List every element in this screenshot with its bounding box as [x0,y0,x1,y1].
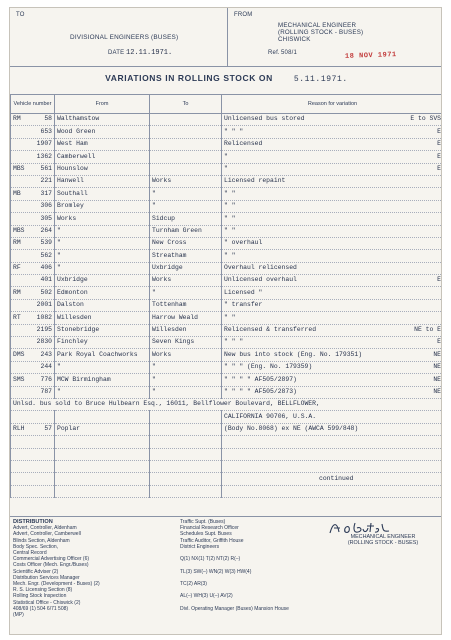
licence-mark: NE [433,363,441,371]
distribution-item: Traffic Auditor, Griffith House [180,537,244,544]
table-row [11,361,443,373]
distribution-item: R. S. Licensing Section (8) [13,587,73,594]
reason-cell [222,423,443,435]
distribution-list-left [13,519,183,618]
vehicle-cell [11,237,55,249]
reason-text: " " " [224,127,244,135]
reason-cell [222,287,443,299]
from-cell: " [55,386,150,398]
table-row [11,448,443,460]
reason-text: " " [224,226,236,234]
reason-cell [222,250,443,262]
table-row [11,324,443,336]
from-cell: Works [55,213,150,225]
table-row [11,138,443,150]
to-cell: " [150,287,222,299]
from-cell: Uxbridge [55,275,150,287]
col-vehicle-number: Vehicle number [11,95,55,114]
vehicle-cell [11,287,55,299]
vehicle-cell [11,275,55,287]
vehicle-cell [11,225,55,237]
from-cell: Hanwell [55,175,150,187]
to-cell: Willesden [150,324,222,336]
vehicle-cell [11,349,55,361]
distribution-item: Scientific Adviser (2) [13,568,59,575]
reason-text: continued [319,474,354,482]
from-cell [55,460,150,472]
to-cell [150,114,222,126]
signature-title [323,534,442,546]
vehicle-number: 406 [40,264,52,272]
table-row [11,386,443,398]
vehicle-cell [11,473,55,485]
licence-mark: E [437,152,441,160]
table-row [11,312,443,324]
vehicle-cell [11,324,55,336]
from-cell: Park Royal Coachworks [55,349,150,361]
to-box [10,8,228,67]
table-row [11,114,443,126]
table-row [11,213,443,225]
to-label: TO [16,12,25,18]
distribution-col2 [180,519,330,612]
table-row [11,175,443,187]
distribution-item: Traffic Supt. (Buses) [180,519,226,525]
vehicle-cell [11,126,55,138]
vehicle-number: 502 [40,288,52,296]
to-cell: Turnham Green [150,225,222,237]
reason-text: " " " (Eng. No. 179359) [224,363,313,371]
to-cell: Works [150,175,222,187]
to-cell [150,485,222,497]
reason-text: " [224,152,228,160]
from-cell: Edmonton [55,287,150,299]
vehicle-class: MB [13,189,21,197]
distribution-item: Rolling Stock Inspection [13,593,67,600]
distribution-item: Central Record [13,550,47,557]
to-cell [150,423,222,435]
reason-cell [222,448,443,460]
from-cell: West Ham [55,138,150,150]
reason-text: " transfer [224,301,263,309]
from-cell: MCW Birmingham [55,374,150,386]
to-cell: " [150,188,222,200]
from-cell: Willesden [55,312,150,324]
distribution-list-right [180,519,330,612]
vehicle-number: 243 [40,350,52,358]
vehicle-class: MBS [13,164,25,172]
vehicle-cell [11,151,55,163]
distribution-item: Q(1) NX(1) T(2) NT(2) R(–) [180,556,241,563]
from-cell: Poplar [55,423,150,435]
distribution-item: Body Spec. Section, [13,543,59,550]
reason-cell [222,225,443,237]
reason-cell [222,126,443,138]
licence-mark: E [437,127,441,135]
from-cell: Camberwell [55,151,150,163]
distribution-item: District Engineers [180,543,220,550]
distribution-item: 408/69 (1) 504 6/71 508) [13,605,69,612]
reason-text: Relicensed [224,140,263,148]
vehicle-class: RF [13,264,21,272]
table-row [11,374,443,386]
licence-mark: NE [433,375,441,383]
from-cell: " [55,262,150,274]
from-line-3: CHISWICK [278,36,311,43]
vehicle-cell [11,299,55,311]
from-cell: Bromley [55,200,150,212]
ref-label: Ref. [268,50,280,56]
reason-cell [222,349,443,361]
table-row [11,485,443,497]
to-cell [150,436,222,448]
vehicle-cell [11,175,55,187]
to-cell: Works [150,349,222,361]
reason-cell [222,262,443,274]
vehicle-number: 1362 [36,152,52,160]
distribution-item: Divl. Operating Manager (Buses) Mansion House [180,605,289,612]
reason-text: Overhaul relicensed [224,264,297,272]
table-row [11,126,443,138]
reason-cell [222,460,443,472]
vehicle-cell [11,411,55,423]
licence-mark: E [437,140,441,148]
col-reason: Reason for variation [222,95,443,114]
from-cell: " [55,237,150,249]
licence-mark: E [437,164,441,172]
vehicle-class: RM [13,288,21,296]
from-cell: " [55,361,150,373]
variations-table [10,94,442,498]
distribution-item: TC(2) AR(3) [180,580,207,587]
reason-cell [222,237,443,249]
vehicle-cell [11,485,55,497]
vehicle-cell [11,337,55,349]
vehicle-cell [11,200,55,212]
to-cell: Sidcup [150,213,222,225]
from-cell: Finchley [55,337,150,349]
table-row [11,473,443,485]
signature-block [323,520,442,554]
reason-cell [222,386,443,398]
to-cell: Seven Kings [150,337,222,349]
from-line-2: (ROLLING STOCK - BUSES) [278,29,364,36]
from-cell: " [55,250,150,262]
reason-text: " " [224,202,236,210]
reason-cell [222,213,443,225]
reason-cell [222,324,443,336]
distribution-item: Advert, Controller, Camberwell [13,531,81,538]
distribution-item: Costs Officer (Mech. Engr./Buses) [13,562,89,569]
table-row [11,200,443,212]
distribution-item: Mech. Engr. (Development - Buses) (2) [13,581,100,588]
reason-text: " " [224,251,236,259]
vehicle-class: SMS [13,375,25,383]
vehicle-cell [11,460,55,472]
from-cell: Southall [55,188,150,200]
from-cell: Walthamstow [55,114,150,126]
to-cell: " [150,200,222,212]
reason-cell [222,114,443,126]
vehicle-class: RM [13,115,21,123]
reason-text: (Body No.8068) ex NE (AWCA 599/848) [224,425,359,433]
reason-text: " " " " AF505/2873) [224,387,297,395]
reason-text: Unlicensed overhaul [224,276,297,284]
distribution-item: Statistical Office - Chiswick (2) [13,599,81,606]
licence-mark: E [437,338,441,346]
licence-mark: NE [433,387,441,395]
reason-cell [222,337,443,349]
from-cell: Wood Green [55,126,150,138]
vehicle-class: MBS [13,226,25,234]
table-row [11,337,443,349]
table-row [11,398,443,410]
reason-cell [222,436,443,448]
vehicle-number: 539 [40,239,52,247]
ref-value: 508/1 [281,50,298,56]
distribution-heading: DISTRIBUTION [13,519,53,525]
date-label: DATE [108,50,125,56]
vehicle-number: 264 [40,226,52,234]
vehicle-cell [11,213,55,225]
reason-text: " [224,164,228,172]
table-row [11,163,443,175]
table-row [11,262,443,274]
to-cell: Harrow Weald [150,312,222,324]
reason-cell [222,485,443,497]
vehicle-cell [11,312,55,324]
vehicle-cell [11,163,55,175]
distribution-section [10,516,442,635]
to-cell [150,138,222,150]
reason-text: " overhaul [224,239,263,247]
to-cell [150,126,222,138]
vehicle-cell [11,361,55,373]
vehicle-number: 305 [40,214,52,222]
reason-text: " " [224,313,236,321]
table-row [11,237,443,249]
sig-title-line-2: (ROLLING STOCK - BUSES) [347,540,419,547]
to-cell: Tottenham [150,299,222,311]
to-cell: Streatham [150,250,222,262]
from-cell: Hounslow [55,163,150,175]
to-cell: New Cross [150,237,222,249]
reason-text: " " " " AF505/2897) [224,375,297,383]
vehicle-cell [11,114,55,126]
vehicle-number: 306 [40,202,52,210]
table-row [11,275,443,287]
to-cell: " [150,386,222,398]
reason-cell [222,151,443,163]
page-title [10,73,442,84]
sig-title-line-1: MECHANICAL ENGINEER [350,534,416,540]
reason-text: Licensed repaint [224,177,286,185]
vehicle-number: 317 [40,189,52,197]
to-cell [150,448,222,460]
to-cell: Works [150,275,222,287]
reason-text: Unlicensed bus stored [224,115,305,123]
vehicle-number: 221 [40,177,52,185]
table-row [11,423,443,435]
to-cell [150,460,222,472]
reason-cell [222,299,443,311]
title-date: 5.11.1971. [293,75,348,84]
licence-mark: NE [433,350,441,358]
vehicle-class: RLH [13,425,25,433]
vehicle-cell [11,138,55,150]
distribution-item: Financial Research Officer [180,525,239,532]
vehicle-class: RT [13,313,21,321]
to-cell: " [150,361,222,373]
col-to: To [150,95,222,114]
to-value: DIVISIONAL ENGINEERS (BUSES) [70,34,179,41]
table-body [11,114,443,498]
reason-cell [222,163,443,175]
from-box [228,8,442,67]
from-cell [55,473,150,485]
row-note: Unlsd. bus sold to Bruce Hulbearn Esq., 16011, Bellflower Boulevard, BELLFLOWER, [11,398,443,410]
vehicle-number: 653 [40,127,52,135]
table-row [11,287,443,299]
reason-text: CALIFORNIA 90706, U.S.A. [224,412,317,420]
table-row [11,250,443,262]
from-cell [55,411,150,423]
table-row [11,299,443,311]
vehicle-number: 2001 [36,301,52,309]
vehicle-number: 2830 [36,338,52,346]
reason-text: " " [224,189,236,197]
vehicle-cell [11,448,55,460]
vehicle-class: DMS [13,350,25,358]
reason-text: Relicensed & transferred [224,326,317,334]
table-row [11,225,443,237]
vehicle-cell [11,262,55,274]
vehicle-number: 776 [40,375,52,383]
from-cell [55,436,150,448]
reason-cell [222,175,443,187]
table-row [11,411,443,423]
licence-mark: NE to E [414,326,441,334]
vehicle-cell [11,374,55,386]
col-from: From [55,95,150,114]
from-cell: Stonebridge [55,324,150,336]
table-row [11,436,443,448]
vehicle-number: 561 [40,164,52,172]
distribution-item: Advert, Controller, Aldenham [13,525,77,532]
distribution-item: (MP) [13,612,24,619]
to-cell [150,473,222,485]
reason-cell [222,200,443,212]
vehicle-number: 1907 [36,140,52,148]
vehicle-number: 562 [40,251,52,259]
reason-text: " " [224,214,236,222]
vehicle-number: 1082 [36,313,52,321]
reason-cell [222,374,443,386]
from-cell [55,448,150,460]
from-cell [55,485,150,497]
vehicle-class: RM [13,239,21,247]
to-cell: " [150,374,222,386]
table-header-row [11,95,443,114]
to-cell [150,151,222,163]
from-label: FROM [234,12,253,18]
date-value: 12.11.1971. [126,49,173,57]
reason-cell [222,312,443,324]
reason-text: New bus into stock (Eng. No. 179351) [224,350,363,358]
reason-cell [222,361,443,373]
licence-mark: E [437,276,441,284]
reason-cell [222,188,443,200]
vehicle-cell [11,436,55,448]
vehicle-number: 58 [44,115,52,123]
reason-text: Licensed " [224,288,263,296]
to-cell [150,411,222,423]
to-cell: Uxbridge [150,262,222,274]
vehicle-cell [11,386,55,398]
title-label: VARIATIONS IN ROLLING STOCK ON [105,73,273,83]
reason-cell [222,411,443,423]
table-row [11,151,443,163]
vehicle-number: 2195 [36,326,52,334]
licence-mark: E to SVS [410,115,441,123]
received-date-stamp: 18 NOV 1971 [344,51,397,61]
reason-cell [222,138,443,150]
from-cell: " [55,225,150,237]
from-cell: Dalston [55,299,150,311]
vehicle-cell [11,188,55,200]
vehicle-cell [11,423,55,435]
variation-sheet [9,7,442,635]
vehicle-number: 57 [44,425,52,433]
distribution-item: AL(–) WH(3) U(–) AV(2) [180,593,233,600]
vehicle-number: 401 [40,276,52,284]
distribution-item: TL(3) SW(–) WN(2) W(3) HW(4) [180,568,252,575]
reason-cell [222,275,443,287]
vehicle-number: 244 [40,363,52,371]
distribution-item: Commercial Advertising Officer (6) [13,556,90,563]
table-row [11,188,443,200]
distribution-item: Blinds Section, Aldenham [13,537,70,544]
table-row [11,349,443,361]
reason-text: " " " [224,338,244,346]
table-row [11,460,443,472]
vehicle-cell [11,250,55,262]
distribution-item: Distribution Services Manager [13,574,80,581]
vehicle-number: 787 [40,387,52,395]
reason-cell [222,473,443,485]
to-cell [150,163,222,175]
distribution-col1 [13,525,183,618]
from-line-1: MECHANICAL ENGINEER [278,22,357,29]
distribution-item: Schedules Supt. Buses [180,531,232,538]
